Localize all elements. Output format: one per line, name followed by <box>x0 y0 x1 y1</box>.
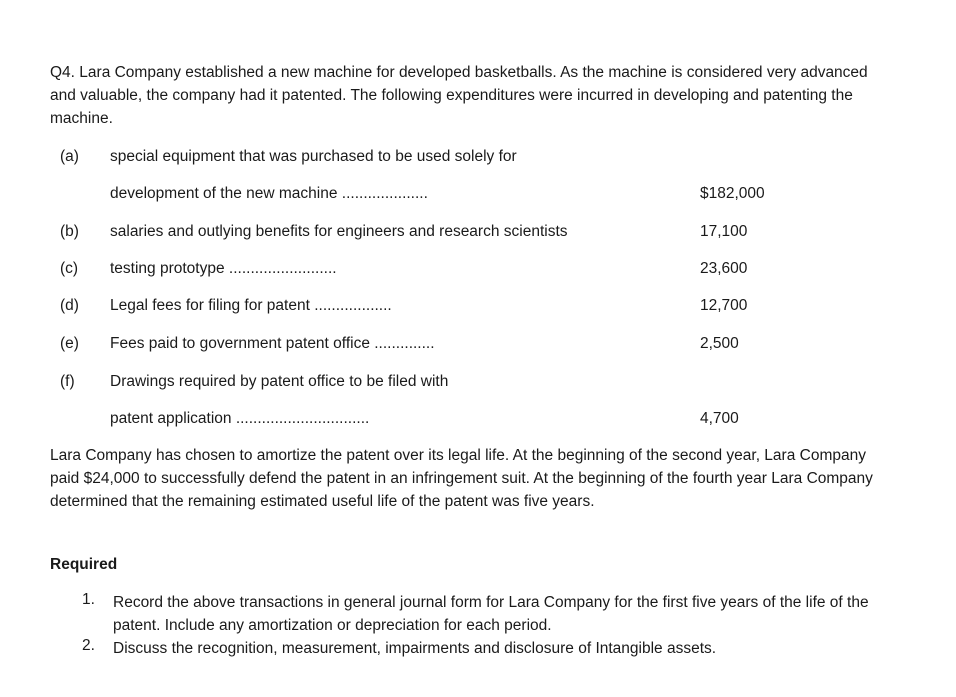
required-item-text: Record the above transactions in general journal form for Lara Company for the first five years of the life of the patent. Include any amortization or depreciation for each period. <box>113 594 869 634</box>
required-heading: Required <box>50 556 118 573</box>
item-description: Fees paid to government patent office .............. <box>110 335 435 352</box>
item-letter: (f) <box>60 373 75 390</box>
expenditure-e <box>0 332 956 355</box>
expenditure-a-cont <box>0 182 956 205</box>
expenditure-f <box>0 370 956 393</box>
item-letter: (a) <box>60 148 79 165</box>
item-description: development of the new machine .................... <box>110 185 428 202</box>
item-description: patent application ............................... <box>110 410 370 427</box>
item-description: salaries and outlying benefits for engineers and research scientists <box>110 223 568 240</box>
item-amount: 2,500 <box>700 335 739 352</box>
item-letter: (d) <box>60 297 79 314</box>
item-amount: 23,600 <box>700 260 748 277</box>
question-intro: Q4. Lara Company established a new machine for developed basketballs. As the machine is considered very advanced and valuable, the company had it patented. The following expenditures were incurred in developing and patenting the machine. <box>50 64 868 127</box>
item-letter: (e) <box>60 335 79 352</box>
required-item-text: Discuss the recognition, measurement, impairments and disclosure of Intangible assets. <box>113 640 717 657</box>
item-amount: 12,700 <box>700 297 748 314</box>
item-description: testing prototype ......................... <box>110 260 337 277</box>
expenditure-d <box>0 294 956 317</box>
expenditure-f-cont <box>0 407 956 430</box>
expenditure-c <box>0 257 956 280</box>
item-amount: $182,000 <box>700 185 765 202</box>
item-amount: 17,100 <box>700 223 748 240</box>
item-description: special equipment that was purchased to be used solely for <box>110 148 517 165</box>
item-letter: (c) <box>60 260 79 277</box>
amortization-paragraph: Lara Company has chosen to amortize the patent over its legal life. At the beginning of the second year, Lara Company paid $24,000 to successfully defend the patent in an infringement suit. At the beginning of the fourth year Lara Company determined that the remaining estimated useful life of the patent was five years. <box>50 447 873 510</box>
item-description: Legal fees for filing for patent .................. <box>110 297 392 314</box>
item-letter: (b) <box>60 223 79 240</box>
required-item-number: 2. <box>82 637 95 654</box>
expenditure-a <box>0 145 956 168</box>
expenditure-b <box>0 220 956 243</box>
required-item-number: 1. <box>82 591 95 608</box>
item-amount: 4,700 <box>700 410 739 427</box>
item-description: Drawings required by patent office to be filed with <box>110 373 449 390</box>
